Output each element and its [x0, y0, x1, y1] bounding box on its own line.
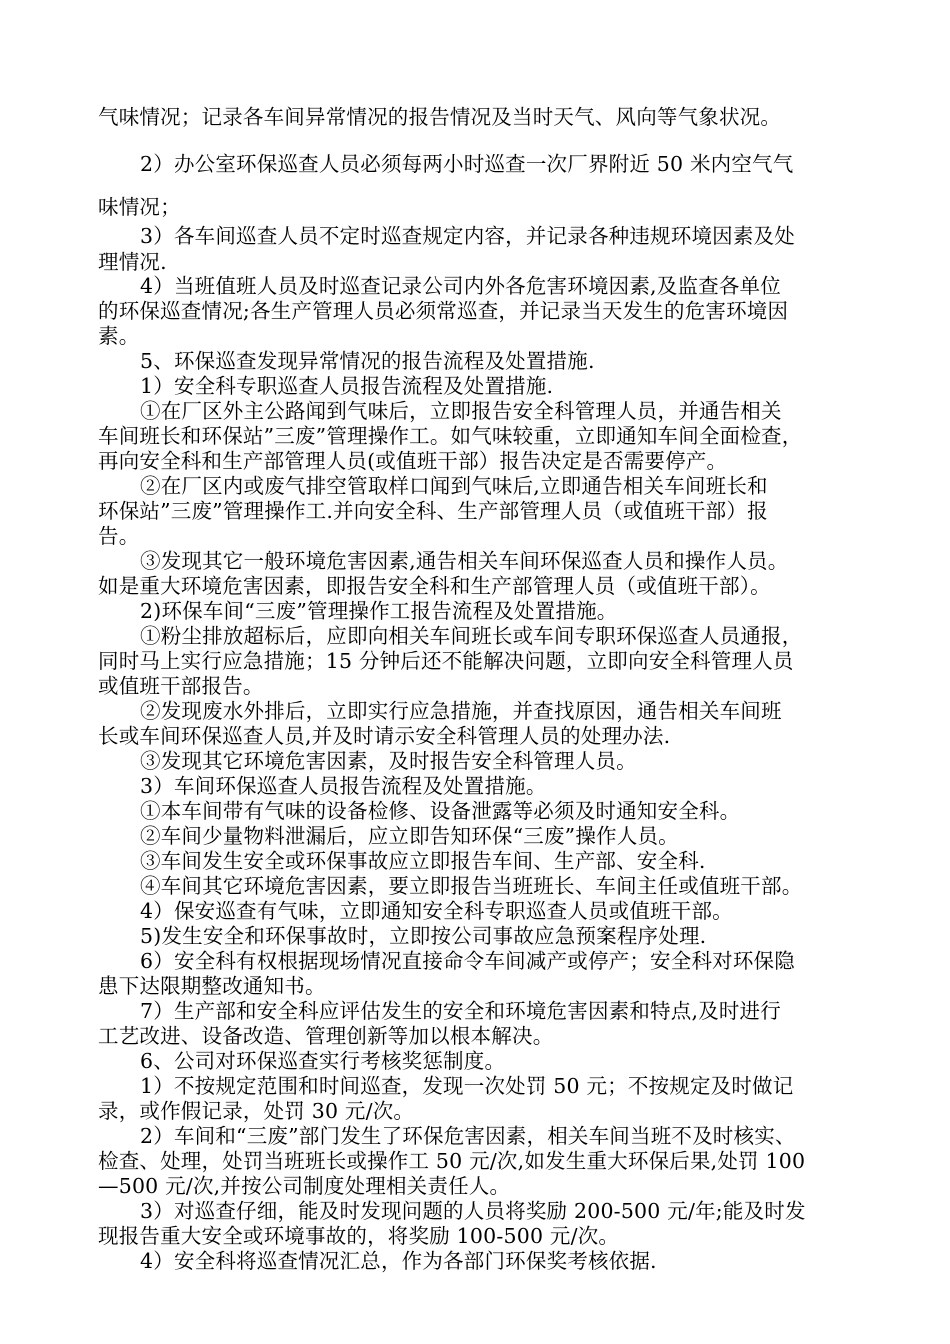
section-heading: 6、公司对环保巡查实行考核奖惩制度。 [140, 1049, 506, 1073]
text-line: 再向安全科和生产部管理人员(或值班干部）报告决定是否需要停产。 [98, 449, 728, 473]
text-line: ①粉尘排放超标后，应即向相关车间班长或车间专职环保巡查人员通报， [140, 624, 803, 648]
text-line: ②在厂区内或废气排空管取样口闻到气味后,立即通告相关车间班长和 [140, 474, 768, 498]
text-line: 的环保巡查情况;各生产管理人员必须常巡查，并记录当天发生的危害环境因 [98, 299, 789, 323]
text-line: 告。 [98, 524, 140, 548]
text-line: ③发现其它一般环境危害因素,通告相关车间环保巡查人员和操作人员。 [140, 549, 789, 573]
section-heading: 5、环保巡查发现异常情况的报告流程及处置措施. [140, 349, 595, 373]
text-line: 2）办公室环保巡查人员必须每两小时巡查一次厂界附近 50 米内空气气 [140, 152, 794, 176]
text-line: 理情况. [98, 250, 167, 274]
subsection-heading: 1）安全科专职巡查人员报告流程及处置措施. [140, 374, 554, 398]
text-line: ①在厂区外主公路闻到气味后，立即报告安全科管理人员，并通告相关 [140, 399, 782, 423]
text-line: 4）安全科将巡查情况汇总，作为各部门环保奖考核依据. [140, 1249, 657, 1273]
text-line: 4）保安巡查有气味，立即通知安全科专职巡查人员或值班干部。 [140, 899, 733, 923]
text-line: 4）当班值班人员及时巡查记录公司内外各危害环境因素,及监查各单位 [140, 274, 781, 298]
subsection-heading: 2)环保车间“三废”管理操作工报告流程及处置措施。 [140, 599, 618, 623]
text-line: —500 元/次,并按公司制度处理相关责任人。 [98, 1174, 511, 1198]
text-line: 6）安全科有权根据现场情况直接命令车间减产或停产；安全科对环保隐 [140, 949, 795, 973]
text-line: 环保站”三废”管理操作工.并向安全科、生产部管理人员（或值班干部）报 [98, 499, 768, 523]
text-line: 患下达限期整改通知书。 [98, 974, 326, 998]
text-line: 长或车间环保巡查人员,并及时请示安全科管理人员的处理办法. [98, 724, 671, 748]
text-line: 录，或作假记录，处罚 30 元/次。 [98, 1099, 415, 1123]
text-line: ②发现废水外排后，立即实行应急措施，并查找原因，通告相关车间班 [140, 699, 782, 723]
text-line: 工艺改进、设备改造、管理创新等加以根本解决。 [98, 1024, 554, 1048]
text-line: 同时马上实行应急措施；15 分钟后还不能解决问题，立即向安全科管理人员 [98, 649, 794, 673]
text-line: ④车间其它环境危害因素，要立即报告当班班长、车间主任或值班干部。 [140, 874, 803, 898]
text-line: 气味情况；记录各车间异常情况的报告情况及当时天气、风向等气象状况。 [98, 105, 782, 129]
text-line: 3）对巡查仔细，能及时发现问题的人员将奖励 200-500 元/年;能及时发 [140, 1199, 806, 1223]
text-line: ③车间发生安全或环保事故应立即报告车间、生产部、安全科. [140, 849, 706, 873]
text-line: 1）不按规定范围和时间巡查，发现一次处罚 50 元；不按规定及时做记 [140, 1074, 794, 1098]
subsection-heading: 3）车间环保巡查人员报告流程及处置措施。 [140, 774, 547, 798]
text-line: 味情况； [98, 195, 181, 219]
text-line: 3）各车间巡查人员不定时巡查规定内容，并记录各种违规环境因素及处 [140, 224, 795, 248]
text-line: ②车间少量物料泄漏后，应立即告知环保“三废”操作人员。 [140, 824, 679, 848]
text-line: 检查、处理，处罚当班班长或操作工 50 元/次,如发生重大环保后果,处罚 100 [98, 1149, 806, 1173]
text-line: 车间班长和环保站”三废”管理操作工。如气味较重，立即通知车间全面检查， [98, 424, 803, 448]
text-line: 现报告重大安全或环境事故的，将奖励 100-500 元/次。 [98, 1224, 620, 1248]
text-line: ③发现其它环境危害因素，及时报告安全科管理人员。 [140, 749, 637, 773]
text-line: 素。 [98, 324, 140, 348]
text-line: ①本车间带有气味的设备检修、设备泄露等必须及时通知安全科。 [140, 799, 741, 823]
text-line: 或值班干部报告。 [98, 674, 264, 698]
text-line: 7）生产部和安全科应评估发生的安全和环境危害因素和特点,及时进行 [140, 999, 781, 1023]
text-line: 如是重大环境危害因素，即报告安全科和生产部管理人员（或值班干部）。 [98, 574, 771, 598]
text-line: 2）车间和“三废”部门发生了环保危害因素，相关车间当班不及时核实、 [140, 1124, 796, 1148]
text-line: 5)发生安全和环保事故时，立即按公司事故应急预案程序处理. [140, 924, 707, 948]
